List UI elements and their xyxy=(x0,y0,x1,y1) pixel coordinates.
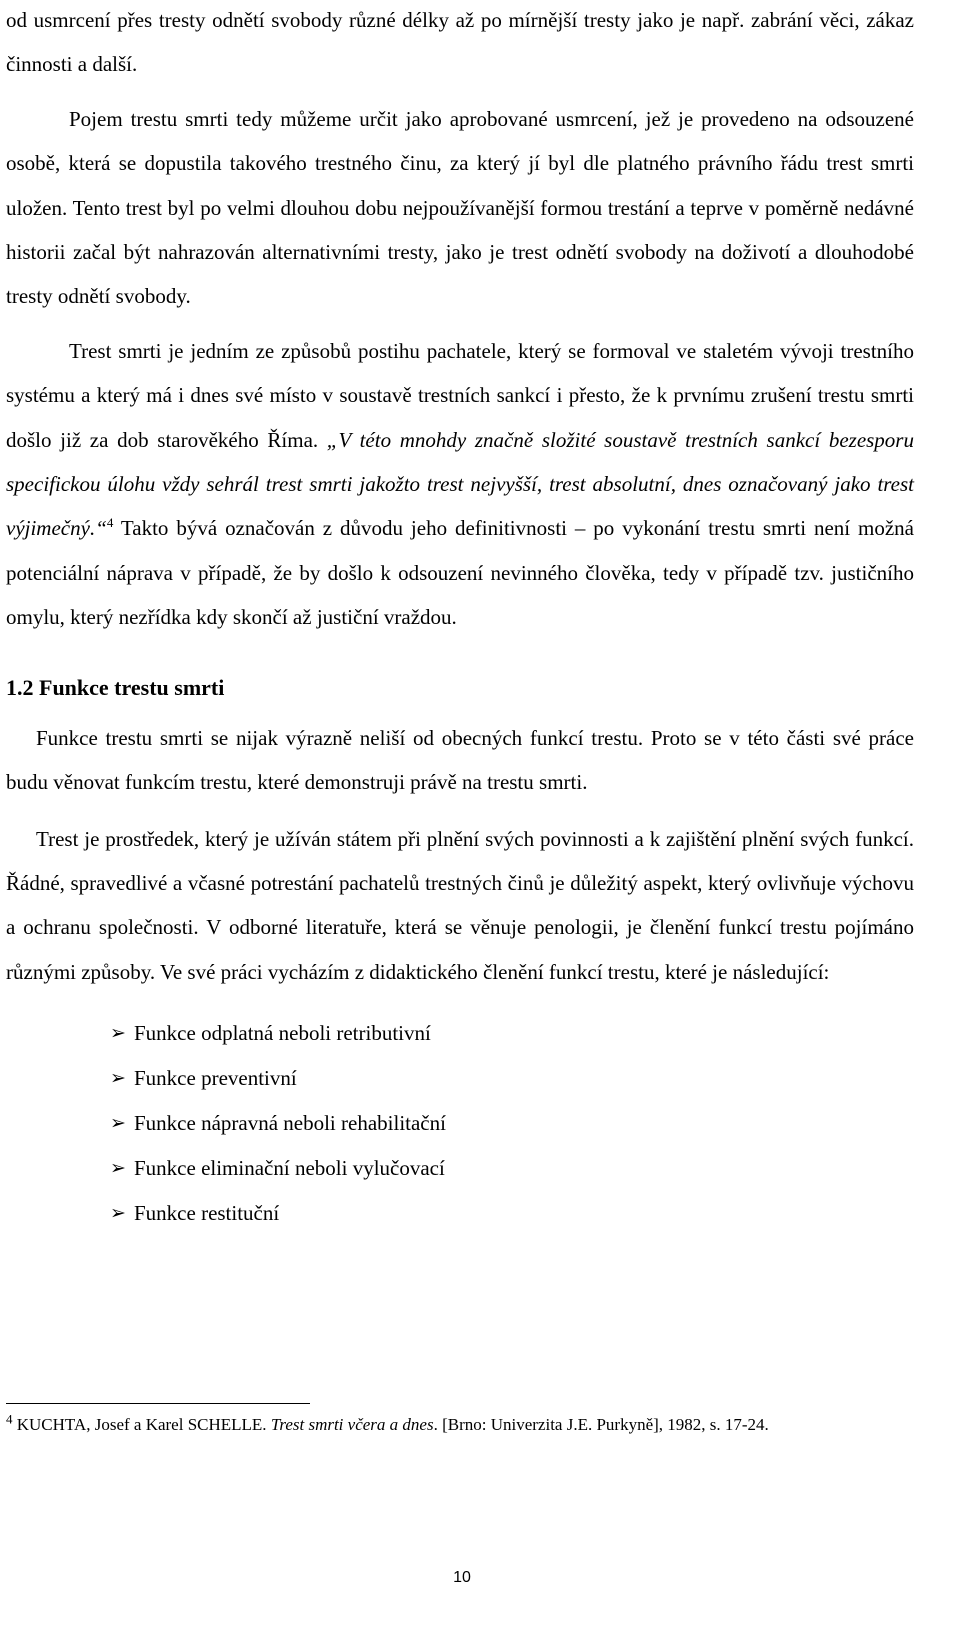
arrow-bullet-icon: ➢ xyxy=(110,1023,126,1045)
footnote-marker: 4 xyxy=(6,1411,13,1427)
list-item-label: Funkce nápravná neboli rehabilitační xyxy=(134,1111,446,1136)
paragraph-definition: Pojem trestu smrti tedy můžeme určit jako aprobované usmrcení, jež je provedeno na odsouzené osobě, která se dopustila takového trestného činu, za který jí byl dle platného právního řádu trest smrti uložen. Tento trest byl po velmi dlouhou dobu nejpoužívanější formou trestání a teprve v poměrně nedávné historii začal být nahrazován alternativními tresty, jako je trest odnětí svobody na doživotí a dlouhodobé tresty odnětí svobody. xyxy=(6,106,914,309)
paragraph-continuation: od usmrcení přes tresty odnětí svobody různé délky až po mírnější tresty jako je např. zabrání věci, zákaz činnosti a další. xyxy=(6,8,914,77)
list-item xyxy=(110,1101,914,1146)
arrow-bullet-icon: ➢ xyxy=(110,1113,126,1135)
footnote xyxy=(6,1413,914,1437)
list-item-label: Funkce odplatná neboli retributivní xyxy=(134,1021,431,1046)
list-item-label: Funkce preventivní xyxy=(134,1066,297,1091)
quotation: „V této mnohdy značně složité soustavě trestních sankcí bezesporu specifickou úlohu vždy sehrál trest smrti jakožto trest nejvyšší, trest absolutní, dnes označovaný jako trest výjimečný.“ xyxy=(6,427,914,541)
arrow-bullet-icon: ➢ xyxy=(110,1068,126,1090)
list-item-label: Funkce restituční xyxy=(134,1201,280,1226)
page-body xyxy=(6,0,914,1236)
arrow-bullet-icon: ➢ xyxy=(110,1203,126,1225)
paragraph-history-text-b: Takto bývá označován z důvodu jeho definitivnosti – po vykonání trestu smrti není možná potenciální náprava v případě, že by došlo k odsouzení nevinného člověka, tedy v případě tzv. justičního omylu, který nezřídka kdy skončí až justiční vraždou. xyxy=(6,516,914,630)
footnote-title: Trest smrti včera a dnes xyxy=(270,1415,434,1434)
footnote-text-a: KUCHTA, Josef a Karel SCHELLE. xyxy=(12,1415,271,1434)
paragraph-history xyxy=(6,329,914,640)
footnote-text-b: . [Brno: Univerzita J.E. Purkyně], 1982, s. 17-24. xyxy=(433,1415,769,1434)
paragraph-history-text-a: Trest smrti je jedním ze způsobů postihu pachatele, který se formoval ve staletém vývoji trestního systému a který má i dnes své místo v soustavě trestních sankcí i přesto, že k prvnímu zrušení trestu smrti došlo již za dob starověkého Říma. xyxy=(6,338,914,452)
paragraph-functions-detail: Trest je prostředek, který je užíván státem při plnění svých povinnosti a k zajištění plnění svých funkcí. Řádné, spravedlivé a včasné potrestání pachatelů trestných činů je důležitý aspekt, který ovlivňuje výchovu a ochranu společnosti. V odborné literatuře, která se věnuje penologii, je členění funkcí trestu pojímáno různými způsoby. Ve své práci vycházím z didaktického členění funkcí trestu, které je následující: xyxy=(6,826,914,984)
list-item xyxy=(110,1191,914,1236)
list-item xyxy=(110,1011,914,1056)
arrow-bullet-icon: ➢ xyxy=(110,1158,126,1180)
list-item xyxy=(110,1146,914,1191)
section-heading: 1.2 Funkce trestu smrti xyxy=(6,674,225,700)
list-item-label: Funkce eliminační neboli vylučovací xyxy=(134,1156,445,1181)
function-list xyxy=(110,1011,914,1236)
paragraph-functions-intro: Funkce trestu smrti se nijak výrazně neliší od obecných funkcí trestu. Proto se v této části své práce budu věnovat funkcím trestu, které demonstruji právě na trestu smrti. xyxy=(6,725,914,795)
list-item xyxy=(110,1056,914,1101)
page-number: 10 xyxy=(453,1569,471,1586)
footnote-separator xyxy=(6,1403,310,1404)
footnote-reference[interactable]: 4 xyxy=(106,515,114,531)
